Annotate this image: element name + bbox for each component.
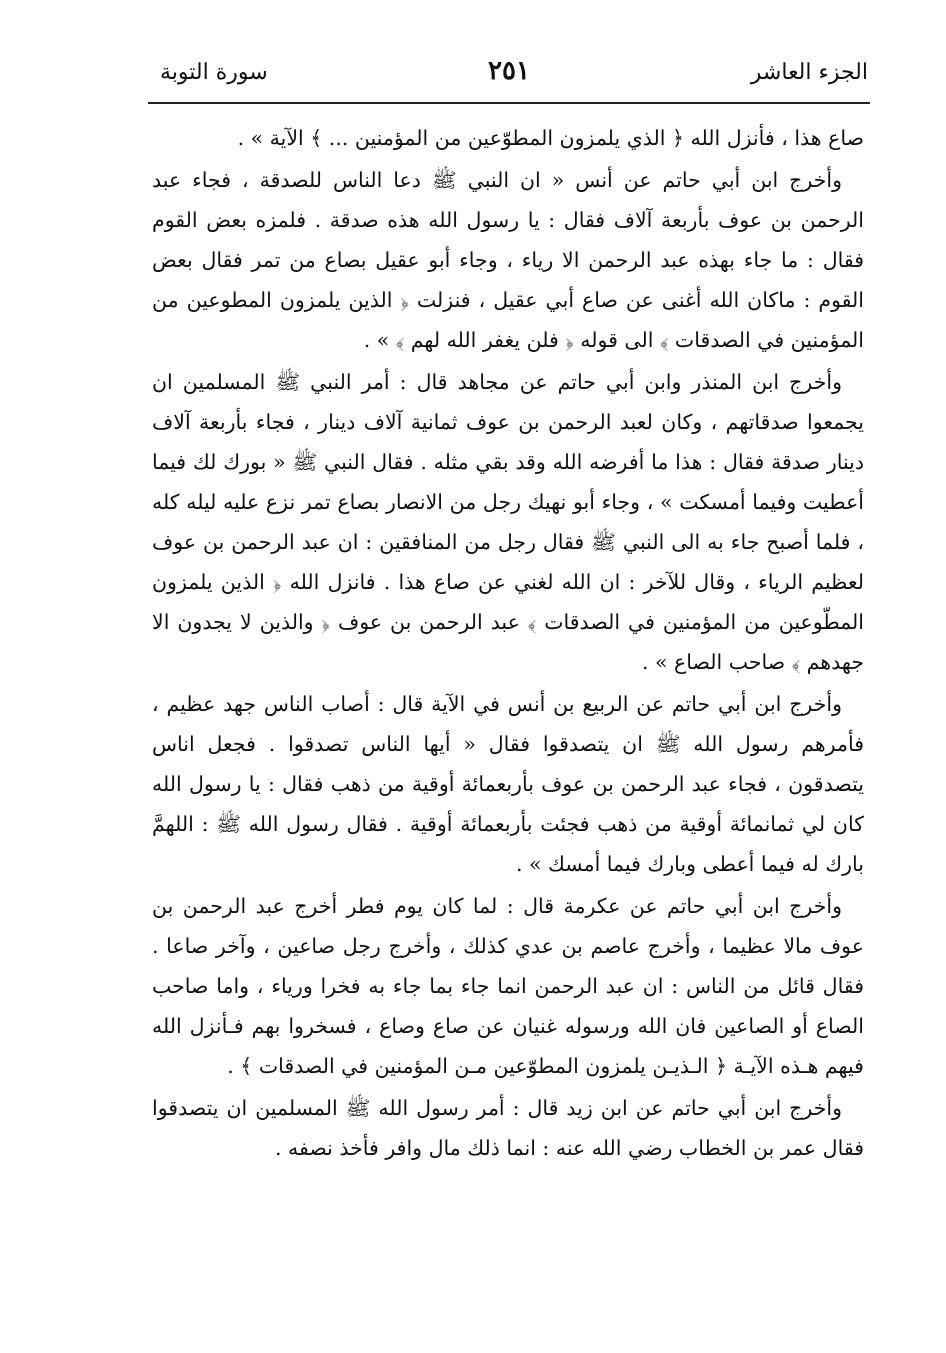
surah-label: سورة التوبة xyxy=(160,60,268,85)
page-number: ٢٥١ xyxy=(488,56,530,86)
paragraph: صاع هذا ، فأنزل الله ﴿ الذي يلمزون المطوّعين من المؤمنين ... ﴾ الآية » . xyxy=(237,126,864,150)
juz-label: الجزء العاشر xyxy=(750,60,868,85)
paragraph: وأخرج ابن أبي حاتم عن الربيع بن أنس في الآية قال : أصاب الناس جهد عظيم ، فأمرهم رسول الله ﷺ ان يتصدقوا فقال « أيها الناس تصدقوا . فجعل اناس يتصدقون ، فجاء عبد الرحمن بن عوف بأربعمائة أوقية من ذهب فقال : يا رسول الله كان لي ثمانمائة أوقية من ذهب فجئت بأربعمائة أوقية . فقال رسول الله ﷺ : اللهمَّ بارك له فيما أعطى وبارك فيما أمسك » . xyxy=(152,692,864,876)
main-text xyxy=(152,118,864,1170)
paragraph: وأخرج ابن المنذر وابن أبي حاتم عن مجاهد قال : أمر النبي ﷺ المسلمين ان يجمعوا صدقاتهم ، وكان لعبد الرحمن بن عوف ثمانية آلاف دينار ، فجاء بأربعة آلاف دينار صدقة فقال : هذا ما أفرضه الله وقد بقي مثله . فقال النبي ﷺ « بورك لك فيما أعطيت وفيما أمسكت » ، وجاء أبو نهيك رجل من الانصار بصاع تمر نزع عليه ليله كله ، فلما أصبح جاء به الى النبي ﷺ فقال رجل من المنافقين : ان عبد الرحمن بن عوف لعظيم الرياء ، وقال للآخر : ان الله لغني عن صاع هذا . فانزل الله ﴿ الذين يلمزون المطّوعين من المؤمنين في الصدقات ﴾ عبد الرحمن بن عوف ﴿ والذين لا يجدون الا جهدهم ﴾ صاحب الصاع » . xyxy=(152,370,864,674)
header-rule xyxy=(148,102,870,104)
paragraph: وأخرج ابن أبي حاتم عن ابن زيد قال : أمر رسول الله ﷺ المسلمين ان يتصدقوا فقال عمر بن الخطاب رضي الله عنه : انما ذلك مال وافر فأخذ نصفه . xyxy=(152,1096,864,1160)
paragraph: وأخرج ابن أبي حاتم عن عكرمة قال : لما كان يوم فطر أخرج عبد الرحمن بن عوف مالا عظيما ، وأخرج عاصم بن عدي كذلك ، وأخرج رجل صاعين ، وآخر صاعا . فقال قائل من الناس : ان عبد الرحمن انما جاء بما جاء به فخرا ورياء ، واما صاحب الصاع أو الصاعين فان الله ورسوله غنيان عن صاع وصاع ، فسخروا بهم فـأنزل الله فيهم هـذه الآيـة ﴿ الـذيـن يلمزون المطوّعين مـن المؤمنين في الصدقات ﴾ . xyxy=(152,894,864,1078)
page-header xyxy=(150,52,868,102)
paragraph: وأخرج ابن أبي حاتم عن أنس « ان النبي ﷺ دعا الناس للصدقة ، فجاء عبد الرحمن بن عوف بأربعة آلاف فقال : يا رسول الله هذه صدقة . فلمزه بعض القوم فقال : ما جاء بهذه عبد الرحمن الا رياء ، وجاء أبو عقيل بصاع من تمر فقال بعض القوم : ماكان الله أغنى عن صاع أبي عقيل ، فنزلت ﴿ الذين يلمزون المطوعين من المؤمنين في الصدقات ﴾ الى قوله ﴿ فلن يغفر الله لهم ﴾ » . xyxy=(152,168,864,352)
